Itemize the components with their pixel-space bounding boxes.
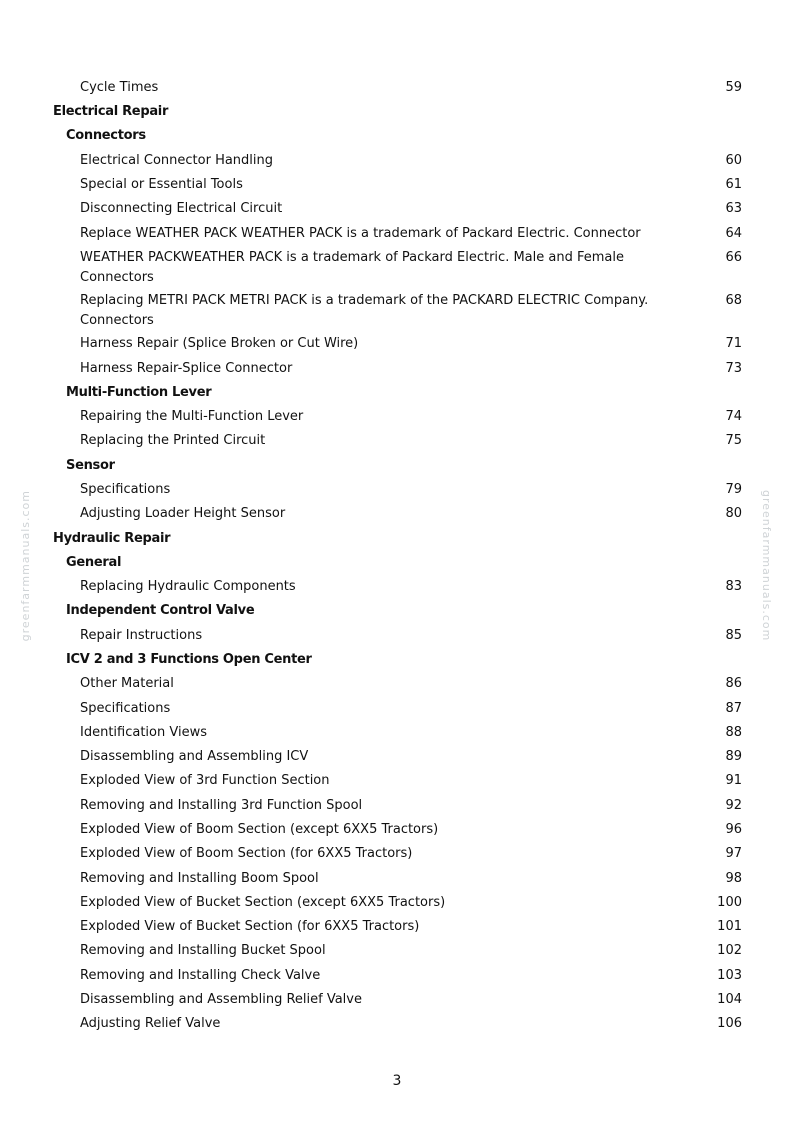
toc-entry-title: Specifications xyxy=(80,701,171,716)
toc-entry-page: 79 xyxy=(725,482,742,497)
toc-entry-page: 85 xyxy=(725,628,742,643)
toc-subsection-title: Multi-Function Lever xyxy=(66,385,212,400)
toc-entry-title: Removing and Installing Bucket Spool xyxy=(80,943,326,958)
toc-subsection-title: Connectors xyxy=(66,128,146,143)
toc-entry-title: Removing and Installing Boom Spool xyxy=(80,871,319,886)
toc-entry-title: Removing and Installing Check Valve xyxy=(80,968,321,983)
toc-entry-title: Replace WEATHER PACK WEATHER PACK is a trademark of Packard Electric. Connector xyxy=(80,226,641,241)
toc-entry-title: Harness Repair (Splice Broken or Cut Wire) xyxy=(80,336,359,351)
toc-entry-page: 104 xyxy=(717,992,742,1007)
toc-entry-title: Disassembling and Assembling Relief Valve xyxy=(80,992,362,1007)
toc-entry-title: Disassembling and Assembling ICV xyxy=(80,749,309,764)
toc-entry-title: Replacing the Printed Circuit xyxy=(80,433,266,448)
toc-entry-title: Exploded View of Boom Section (for 6XX5 Tractors) xyxy=(80,846,413,861)
toc-entry-page: 83 xyxy=(725,579,742,594)
toc-subsection-title: General xyxy=(66,555,122,570)
toc-entry-page: 106 xyxy=(717,1016,742,1031)
toc-entry-page: 97 xyxy=(725,846,742,861)
toc-entry-page: 87 xyxy=(725,701,742,716)
toc-entry-page: 60 xyxy=(725,153,742,168)
toc-entry-title: Replacing METRI PACK METRI PACK is a trademark of the PACKARD ELECTRIC Company. Connectors xyxy=(80,293,649,328)
toc-subsection-title: Independent Control Valve xyxy=(66,603,255,618)
toc-entry-title: Other Material xyxy=(80,676,174,691)
toc-entry-page: 66 xyxy=(725,250,742,265)
toc-entry-title: Repair Instructions xyxy=(80,628,203,643)
toc-entry-page: 75 xyxy=(725,433,742,448)
toc-entry-title: Exploded View of Bucket Section (for 6XX5 Tractors) xyxy=(80,919,420,934)
toc-entry-page: 98 xyxy=(725,871,742,886)
toc-entry-page: 96 xyxy=(725,822,742,837)
page-number: 3 xyxy=(392,1073,402,1089)
toc-entry-title: Replacing Hydraulic Components xyxy=(80,579,296,594)
toc-entry-page: 102 xyxy=(717,943,742,958)
watermark-left: greenfarmmanuals.com xyxy=(19,490,32,642)
toc-entry-title: Identification Views xyxy=(80,725,207,740)
toc-entry-title: Cycle Times xyxy=(80,80,159,95)
toc-entry-title: Electrical Connector Handling xyxy=(80,153,274,168)
toc-entry-title: Adjusting Relief Valve xyxy=(80,1016,221,1031)
toc-entry-title: Removing and Installing 3rd Function Spool xyxy=(80,798,363,813)
toc-entry-page: 92 xyxy=(725,798,742,813)
toc-entry-page: 74 xyxy=(725,409,742,424)
toc-entry-page: 88 xyxy=(725,725,742,740)
toc-section-title: Hydraulic Repair xyxy=(53,531,171,546)
toc-entry-page: 63 xyxy=(725,201,742,216)
toc-entry-page: 80 xyxy=(725,506,742,521)
watermark-right: greenfarmmanuals.com xyxy=(760,490,773,642)
toc-entry-title: Exploded View of Bucket Section (except 6XX5 Tractors) xyxy=(80,895,446,910)
toc-entry-page: 73 xyxy=(725,361,742,376)
toc-entry-title: Specifications xyxy=(80,482,171,497)
toc-subsection-title: Sensor xyxy=(66,458,115,473)
toc-entry-title: Special or Essential Tools xyxy=(80,177,243,192)
toc-entry-title: WEATHER PACKWEATHER PACK is a trademark of Packard Electric. Male and Female Connectors xyxy=(80,250,624,285)
toc-entry-page: 71 xyxy=(725,336,742,351)
toc-entry-title: Repairing the Multi-Function Lever xyxy=(80,409,304,424)
toc-entry-page: 86 xyxy=(725,676,742,691)
toc-entry-page: 91 xyxy=(725,773,742,788)
toc-entry-page: 101 xyxy=(717,919,742,934)
toc-entry-title: Disconnecting Electrical Circuit xyxy=(80,201,283,216)
toc-entry-page: 68 xyxy=(725,293,742,308)
toc-entry-title: Exploded View of Boom Section (except 6XX5 Tractors) xyxy=(80,822,439,837)
toc-entry-page: 61 xyxy=(725,177,742,192)
toc-entry-page: 89 xyxy=(725,749,742,764)
toc-entry-title: Exploded View of 3rd Function Section xyxy=(80,773,330,788)
toc-section-title: Electrical Repair xyxy=(53,104,169,119)
toc-entry-title: Harness Repair-Splice Connector xyxy=(80,361,293,376)
toc-entry-title: Adjusting Loader Height Sensor xyxy=(80,506,286,521)
toc-subsection-title: ICV 2 and 3 Functions Open Center xyxy=(66,652,312,667)
toc-entry-page: 103 xyxy=(717,968,742,983)
toc-entry-page: 64 xyxy=(725,226,742,241)
toc-entry-page: 59 xyxy=(725,80,742,95)
toc-entry-page: 100 xyxy=(717,895,742,910)
